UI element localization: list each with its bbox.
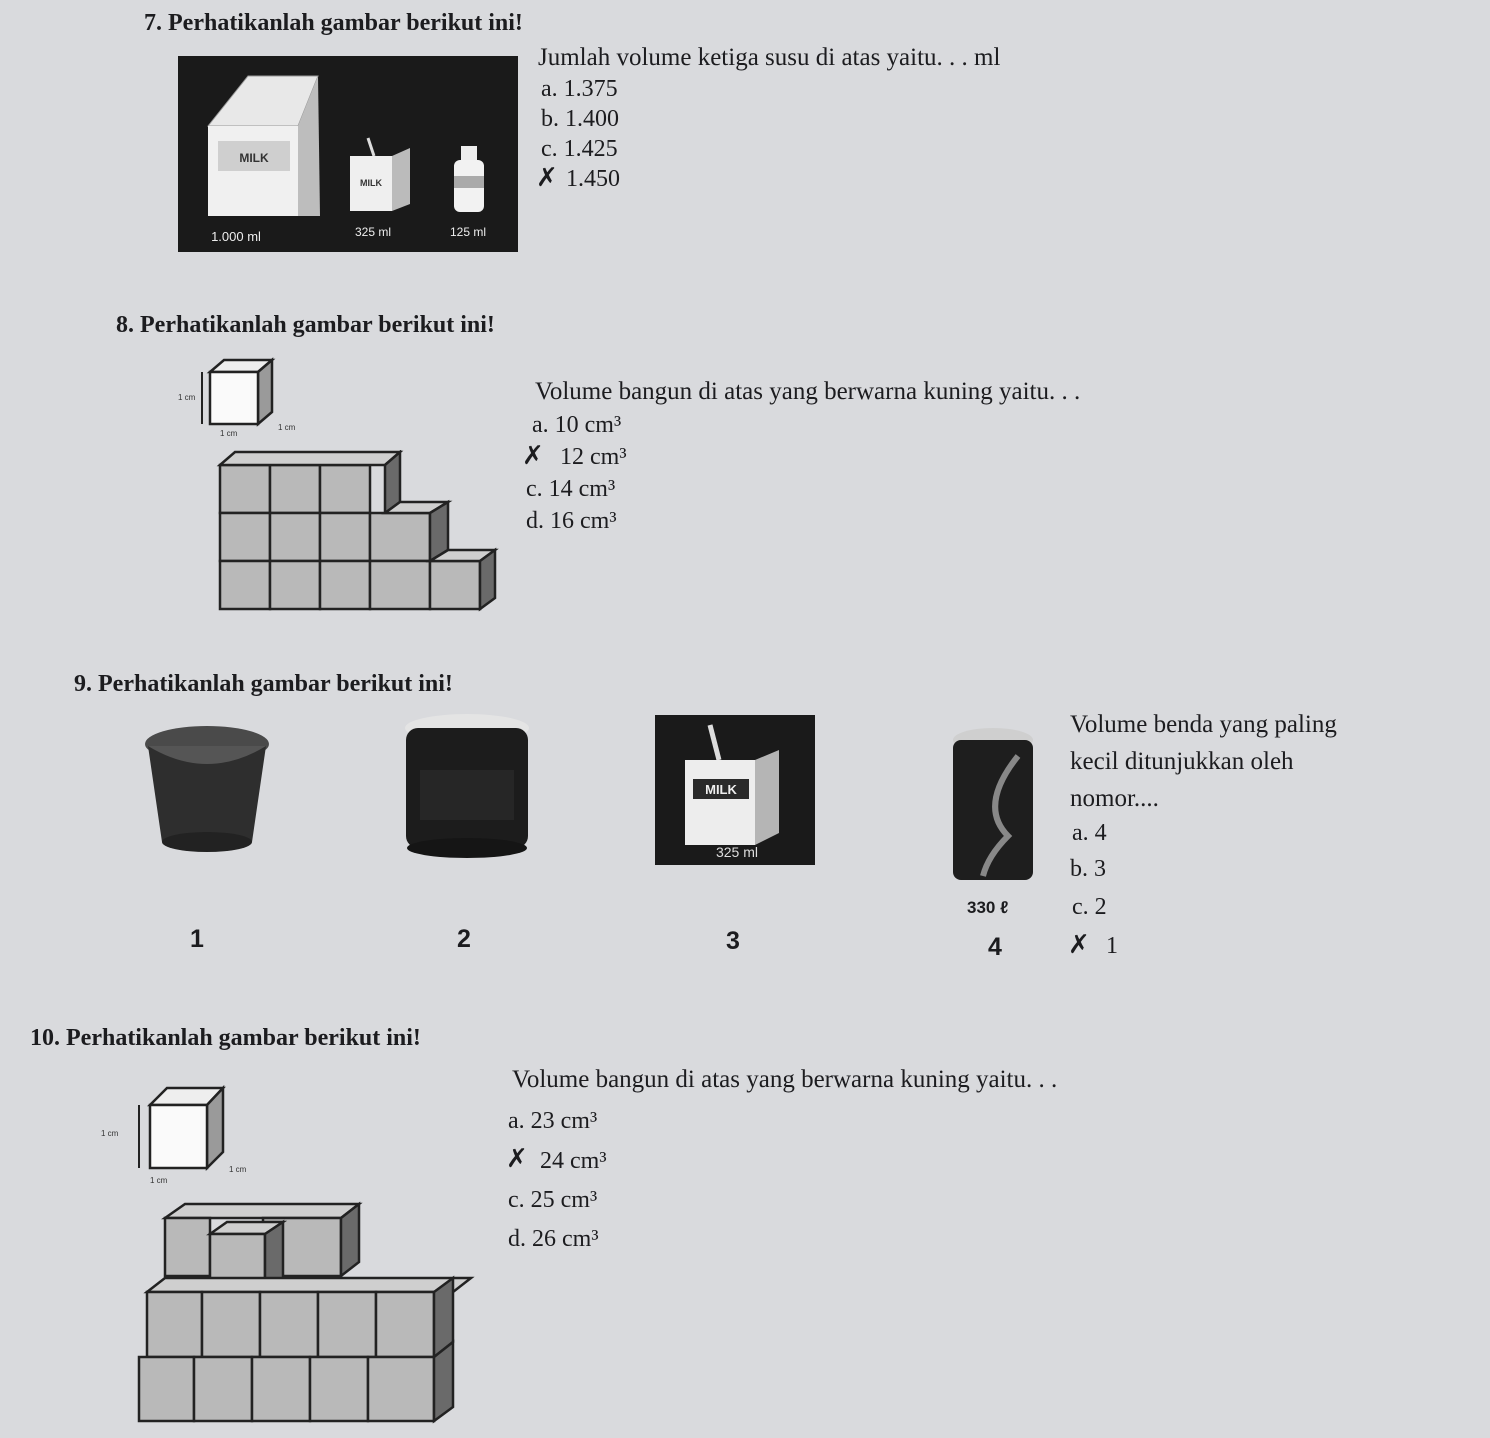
q7-cross-mark-icon: ✗	[536, 163, 558, 193]
q8-unit-base: 1 cm	[220, 429, 238, 438]
q10-unit-base: 1 cm	[150, 1176, 168, 1185]
q7-option-b[interactable]: b. 1.400	[541, 106, 619, 132]
q9-item-1-bucket	[140, 722, 275, 852]
q8-question: Volume bangun di atas yang berwarna kuning yaitu. . .	[535, 378, 1081, 405]
q7-option-c[interactable]: c. 1.425	[541, 136, 618, 162]
q10-option-c[interactable]: c. 25 cm³	[508, 1187, 598, 1213]
q10-row-middle	[147, 1278, 471, 1357]
q9-box-volume: 325 ml	[715, 844, 759, 860]
q9-question-line-3: nomor....	[1070, 785, 1159, 812]
q10-question: Volume bangun di atas yang berwarna kuning yaitu. . .	[512, 1066, 1058, 1093]
q9-number-3: 3	[726, 927, 740, 955]
q10-unit-side: 1 cm	[101, 1129, 119, 1138]
q9-number-1: 1	[190, 925, 204, 953]
q8-unit-side: 1 cm	[178, 393, 196, 402]
q9-cross-mark-icon: ✗	[1068, 930, 1090, 960]
q7-milk-image	[178, 56, 518, 252]
q10-option-d[interactable]: d. 26 cm³	[508, 1226, 599, 1252]
q8-title: 8. Perhatikanlah gambar berikut ini!	[116, 312, 495, 338]
q9-title: 9. Perhatikanlah gambar berikut ini!	[74, 671, 453, 697]
milk-carton-text: MILK	[239, 151, 269, 165]
q7-title: 7. Perhatikanlah gambar berikut ini!	[144, 10, 523, 36]
q9-option-a[interactable]: a. 4	[1072, 820, 1107, 846]
q9-option-d[interactable]: 1	[1106, 933, 1118, 959]
q8-cube-stack	[205, 450, 505, 615]
q9-question-line-1: Volume benda yang paling	[1070, 711, 1337, 738]
q9-item-3-milk-box	[655, 715, 815, 865]
label-325ml: 325 ml	[354, 225, 392, 239]
q10-cross-mark-icon: ✗	[506, 1144, 528, 1174]
q7-option-a[interactable]: a. 1.375	[541, 76, 618, 102]
q8-cross-mark-icon: ✗	[522, 441, 544, 471]
q7-question: Jumlah volume ketiga susu di atas yaitu. . . ml	[538, 44, 1001, 71]
q8-unit-depth: 1 cm	[278, 423, 296, 432]
q8-unit-cube	[160, 350, 310, 440]
q10-option-b[interactable]: 24 cm³	[540, 1148, 607, 1174]
q10-unit-cube	[95, 1080, 265, 1185]
q7-option-d[interactable]: 1.450	[566, 166, 620, 192]
q9-number-4: 4	[988, 933, 1002, 961]
q10-title: 10. Perhatikanlah gambar berikut ini!	[30, 1025, 421, 1051]
q9-item-2-jar	[400, 710, 535, 860]
q8-option-d[interactable]: d. 16 cm³	[526, 508, 617, 534]
label-125ml: 125 ml	[449, 225, 487, 239]
q8-option-c[interactable]: c. 14 cm³	[526, 476, 616, 502]
q10-unit-depth: 1 cm	[229, 1165, 247, 1174]
q9-box-brand: MILK	[705, 782, 737, 797]
q9-item-4-can	[948, 726, 1038, 886]
q9-number-2: 2	[457, 925, 471, 953]
q10-cube-stack	[135, 1200, 475, 1425]
q9-option-c[interactable]: c. 2	[1072, 894, 1107, 920]
q10-option-a[interactable]: a. 23 cm³	[508, 1108, 598, 1134]
q9-option-b[interactable]: b. 3	[1070, 856, 1106, 882]
label-1000ml: 1.000 ml	[211, 229, 261, 244]
q8-row-top	[220, 452, 400, 513]
q9-can-volume-label: 330 ℓ	[967, 898, 1009, 917]
q9-question-line-2: kecil ditunjukkan oleh	[1070, 748, 1294, 775]
milk-box-text: MILK	[360, 178, 382, 188]
q8-option-a[interactable]: a. 10 cm³	[532, 412, 622, 438]
q8-option-b[interactable]: 12 cm³	[560, 444, 627, 470]
